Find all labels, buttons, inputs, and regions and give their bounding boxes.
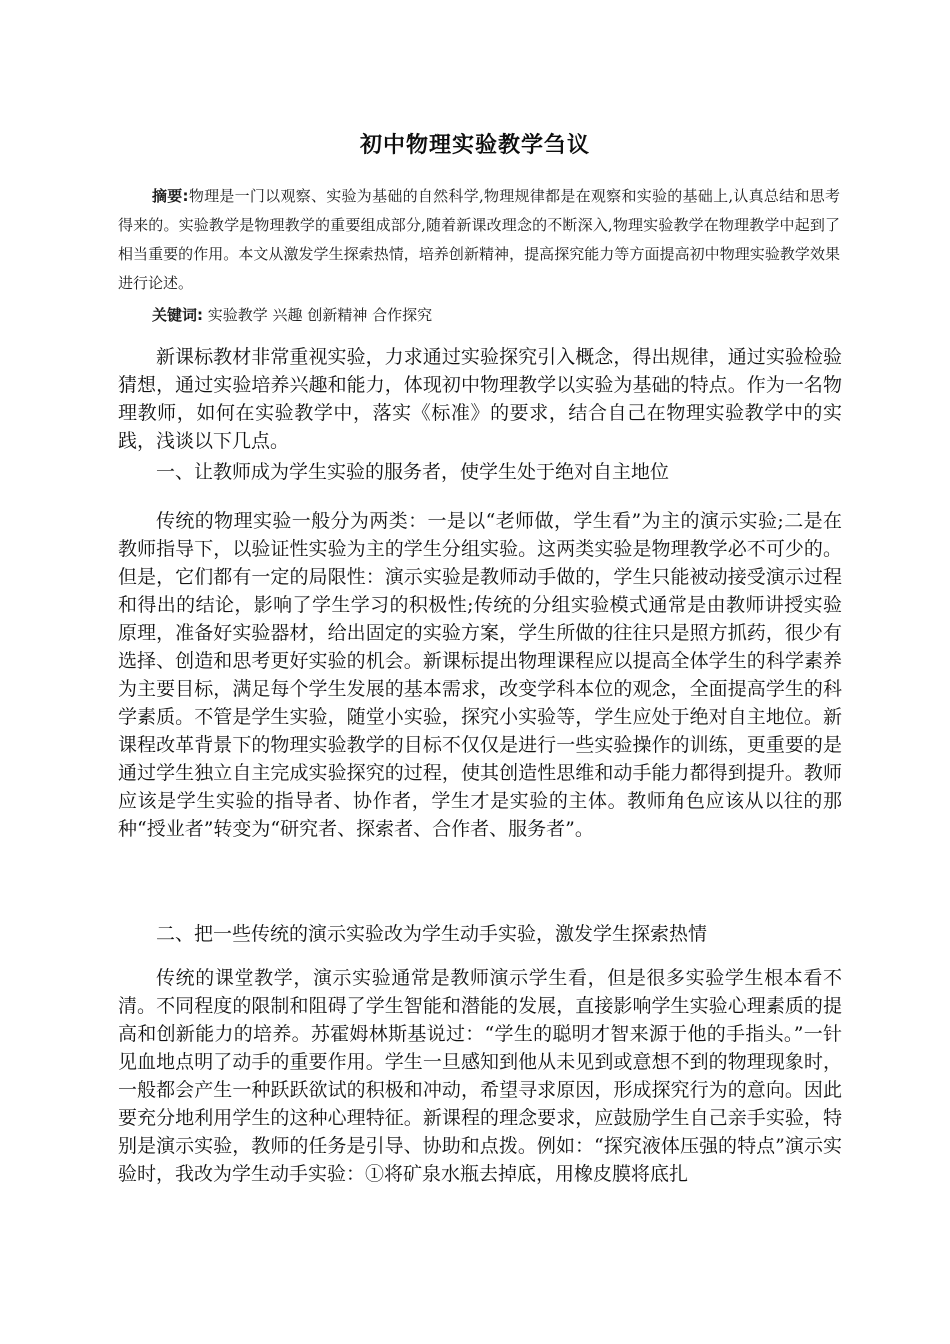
section1-heading: 一、让教师成为学生实验的服务者，使学生处于绝对自主地位 bbox=[156, 461, 670, 483]
document-title: 初中物理实验教学刍议 bbox=[359, 133, 590, 158]
abstract-label: 摘要: bbox=[152, 187, 189, 205]
keywords-text: 实验教学 兴趣 创新精神 合作探究 bbox=[207, 306, 433, 324]
section1-paragraph: 传统的物理实验一般分为两类：一是以“老师做，学生看”为主的演示实验;二是在教师指导下，以验证性实验为主的学生分组实验。这两类实验是物理教学必不可少的。但是，它们都有一定的局限性：演示实验是教师动手做的，学生只能被动接受演示过程和得出的结论，影响了学生学习的积极性;传统的分组实验模式通常是由教师讲授实验原理，准备好实验器材，给出固定的实验方案，学生所做的往往只是照方抓药，很少有选择、创造和思考更好实验的机会。新课标提出物理课程应以提高全体学生的科学素养为主要目标，满足每个学生发展的基本需求，改变学科本位的观念，全面提高学生的科学素质。不管是学生实验，随堂小实验，探究小实验等，学生应处于绝对自主地位。新课程改革背景下的物理实验教学的目标不仅仅是进行一些实验操作的训练，更重要的是通过学生独立自主完成实验探究的过程，使其创造性思维和动手能力都得到提升。教师应该是学生实验的指导者、协作者，学生才是实验的主体。教师角色应该从以往的那种“授业者”转变为“研究者、探索者、合作者、服务者”。 bbox=[118, 510, 842, 840]
abstract-text: 物理是一门以观察、实验为基础的自然科学,物理规律都是在观察和实验的基础上,认真总结和思考得来的。实验教学是物理教学的重要组成部分,随着新课改理念的不断深入,物理实验教学在物理教学中起到了相当重要的作用。本文从激发学生探索热情，培养创新精神，提高探究能力等方面提高初中物理实验教学效果进行论述。 bbox=[118, 187, 840, 292]
section2-heading: 二、把一些传统的演示实验改为学生动手实验，激发学生探索热情 bbox=[156, 923, 708, 945]
abstract bbox=[118, 182, 840, 298]
keywords-label: 关键词: bbox=[152, 306, 203, 324]
keywords bbox=[152, 302, 842, 328]
section2-paragraph: 传统的课堂教学，演示实验通常是教师演示学生看，但是很多实验学生根本看不清。不同程度的限制和阻碍了学生智能和潜能的发展，直接影响学生实验心理素质的提高和创新能力的培养。苏霍姆林斯基说过：“学生的聪明才智来源于他的手指头。”一针见血地点明了动手的重要作用。学生一旦感知到他从未见到或意想不到的物理现象时，一般都会产生一种跃跃欲试的积极和冲动，希望寻求原因，形成探究行为的意向。因此要充分地利用学生的这种心理特征。新课程的理念要求，应鼓励学生自己亲手实验，特别是演示实验，教师的任务是引导、协助和点拨。例如：“探究液体压强的特点”演示实验时，我改为学生动手实验：①将矿泉水瓶去掉底，用橡皮膜将底扎 bbox=[118, 967, 842, 1185]
intro-paragraph: 新课标教材非常重视实验，力求通过实验探究引入概念，得出规律，通过实验检验猜想，通过实验培养兴趣和能力，体现初中物理教学以实验为基础的特点。作为一名物理教师，如何在实验教学中，落实《标准》的要求，结合自己在物理实验教学中的实践，浅谈以下几点。 bbox=[118, 346, 842, 452]
